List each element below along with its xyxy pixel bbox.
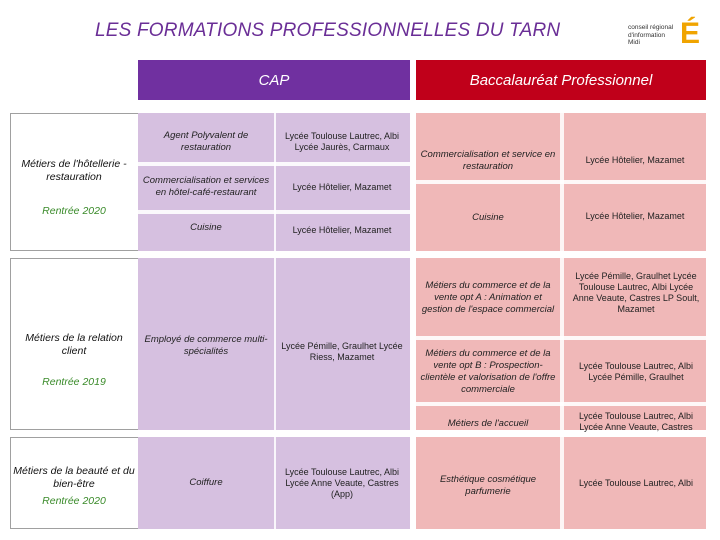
bac-formation: Esthétique cosmétique parfumerie xyxy=(439,474,537,497)
cio-logo xyxy=(628,17,712,58)
cap-lycees: Lycée Pémille, Graulhet Lycée Riess, Mazamet xyxy=(281,341,403,362)
section-label: Métiers de la relation client xyxy=(25,332,123,357)
cap-formation: Employé de commerce multi-spécialités xyxy=(144,334,268,357)
cap-lycees: Lycée Hôtelier, Mazamet xyxy=(292,181,392,192)
cap-lycees: Lycée Hôtelier, Mazamet xyxy=(292,224,392,235)
bac-lycees: Lycée Toulouse Lautrec, Albi xyxy=(578,477,694,488)
separator-1 xyxy=(138,251,706,258)
section-rentree: Rentrée 2019 xyxy=(42,376,106,388)
cap-formation: Cuisine xyxy=(190,222,222,233)
bac-lycees: Lycée Hôtelier, Mazamet xyxy=(585,154,685,165)
logo-line-1: conseil régional xyxy=(628,24,674,31)
bac-lycees: Lycée Toulouse Lautrec, Albi Lycée Pémille, Graulhet xyxy=(578,361,694,382)
cap-col-divider xyxy=(274,113,276,529)
page-title: LES FORMATIONS PROFESSIONNELLES DU TARN xyxy=(95,20,561,41)
column-gap xyxy=(410,100,416,529)
cap-lycees: Lycée Toulouse Lautrec, Albi Lycée Anne Veaute, Castres (App) xyxy=(284,466,400,499)
cap-header: CAP xyxy=(138,60,410,100)
section-rentree: Rentrée 2020 xyxy=(42,205,106,217)
bac-formation: Commercialisation et service en restauration xyxy=(420,149,556,172)
cap-formation: Coiffure xyxy=(189,477,223,488)
bac-col-divider xyxy=(560,113,564,529)
bac-formation: Cuisine xyxy=(472,212,504,223)
bac-row-divider xyxy=(416,402,706,406)
bac-header: Baccalauréat Professionnel xyxy=(416,60,706,100)
bac-formation: Métiers du commerce et de la vente opt B : Prospection-clientèle et valorisation de l'offre commerciale xyxy=(420,348,556,395)
section-label: Métiers de la beauté et du bien-être xyxy=(13,465,135,490)
cap-formation: Agent Polyvalent de restauration xyxy=(163,130,249,153)
bac-formation: Métiers de l'accueil xyxy=(447,418,529,429)
bac-row-divider xyxy=(416,180,706,184)
section-rentree: Rentrée 2020 xyxy=(42,495,106,507)
section-label: Métiers de l'hôtellerie -restauration xyxy=(21,158,127,183)
logo-line-3: Midi xyxy=(628,39,640,46)
bac-row-divider xyxy=(416,336,706,340)
cap-formation: Commercialisation et services en hôtel-café-restaurant xyxy=(142,175,270,198)
bac-formation: Métiers du commerce et de la vente opt A : Animation et gestion de l'espace commercial xyxy=(421,280,555,315)
bac-lycees: Lycée Toulouse Lautrec, Albi Lycée Anne Veaute, Castres xyxy=(578,411,694,432)
logo-letter: É xyxy=(680,17,701,50)
logo-line-2: d'information xyxy=(628,31,666,39)
cap-lycees: Lycée Toulouse Lautrec, Albi Lycée Jaurès, Carmaux xyxy=(284,131,400,152)
bac-lycees: Lycée Pémille, Graulhet Lycée Toulouse Lautrec, Albi Lycée Anne Veaute, Castres LP Soult, Mazamet xyxy=(572,271,700,314)
bac-lycees: Lycée Hôtelier, Mazamet xyxy=(585,210,685,221)
